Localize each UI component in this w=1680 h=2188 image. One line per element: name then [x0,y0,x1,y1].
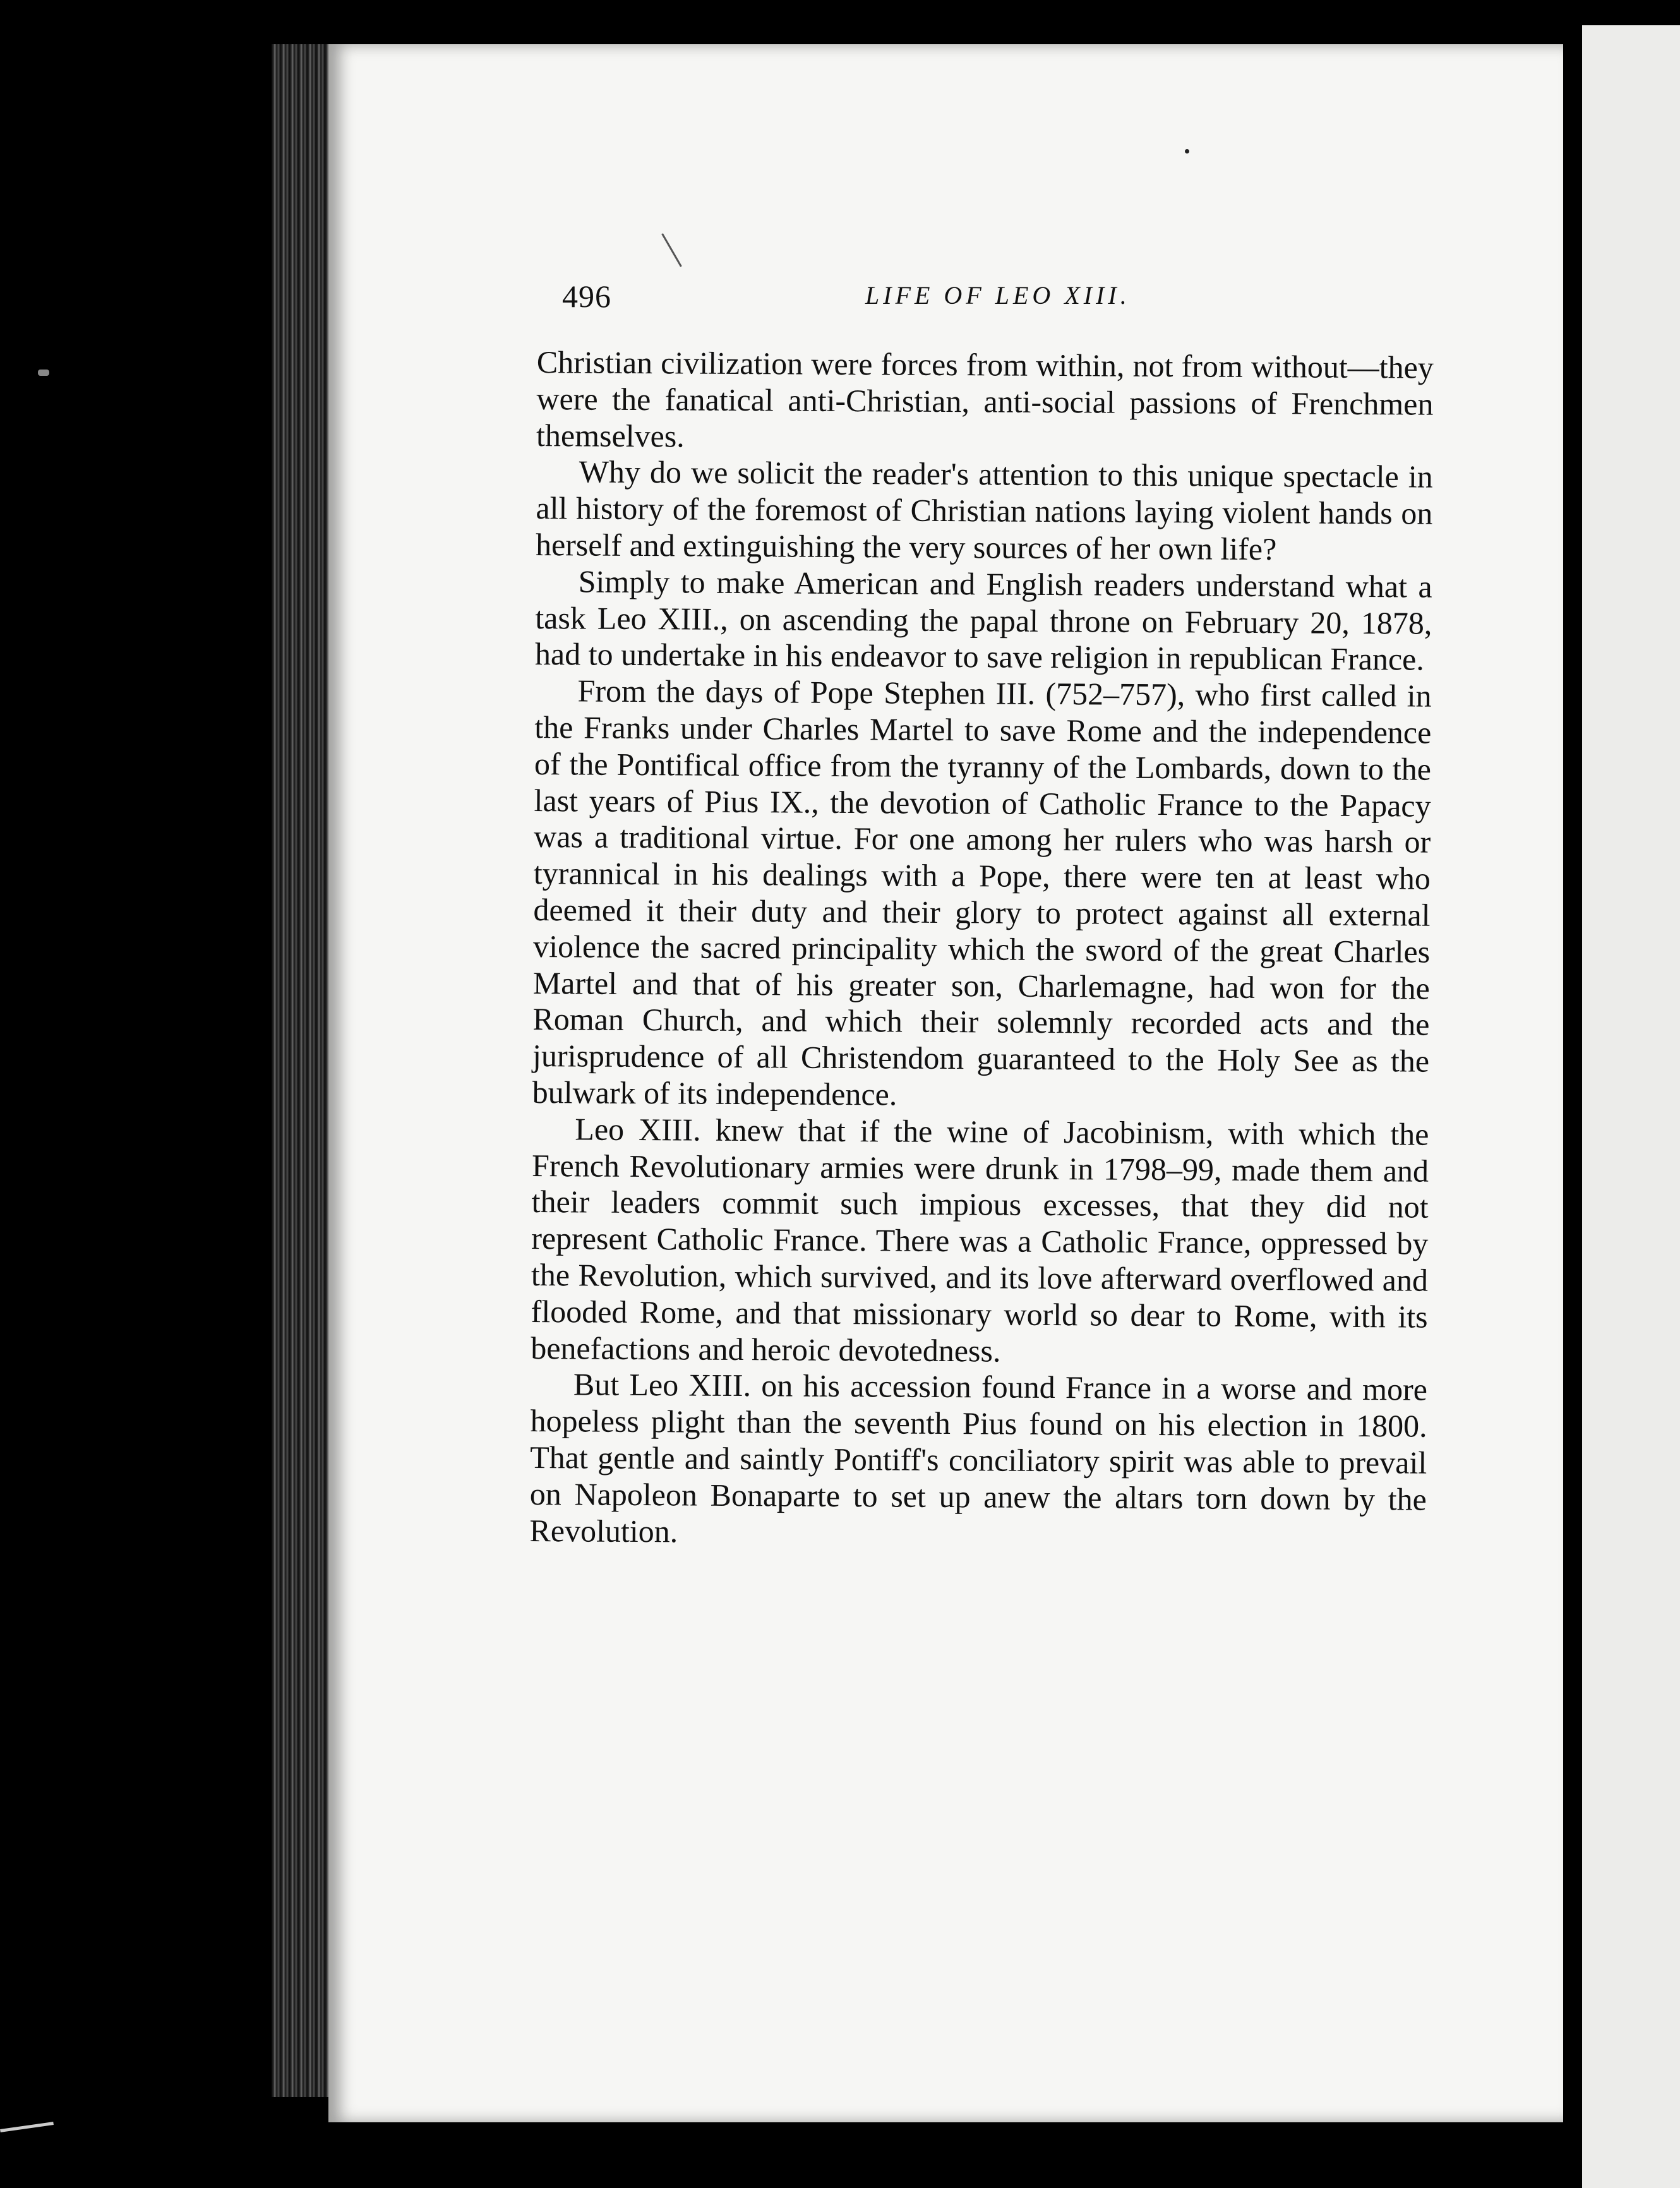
paragraph-6: But Leo XIII. on his accession found France in a worse and more hopeless plight than the seventh Pius found on his election in 1800. That gentle and saintly Pontiff's conciliatory spirit was able to prevail on Napoleon Bonaparte to set up anew the altars torn down by the Revolution. [529,1366,1428,1549]
facing-page-edge [1582,25,1680,2188]
page-number: 496 [562,279,611,314]
scan-speck [38,370,49,376]
body-text [529,344,1434,1554]
paragraph-4: From the days of Pope Stephen III. (752–757), who first called in the Franks under Charles Martel to save Rome and the independence of the Pontifical office from the tyranny of the Lombards, down to the last years of Pius IX., the devotion of Catholic France to the Papacy was a traditional virtue. For one among her rulers who was harsh or tyrannical in his dealings with a Pope, there were ten at least who deemed it their duty and their glory to protect against all external violence the sacred principality which the sword of the great Charles Martel and that of his greater son, Charlemagne, had won for the Roman Church, and which their solemnly recorded acts and the jurisprudence of all Christendom guaranteed to the Holy See as the bulwark of its independence. [532,673,1432,1112]
paragraph-1: Christian civilization were forces from within, not from without—they were the fanatical anti-Christian, anti-social passions of Frenchmen themselves. [536,344,1434,454]
paragraph-5: Leo XIII. knew that if the wine of Jacobinism, with which the French Revolutionary armies were drunk in 1798–99, made them and their leaders commit such impious excesses, that they did not represent Catholic France. There was a Catholic France, oppressed by the Revolution, which survived, and its love afterward overflowed and flooded Rome, and that missionary world so dear to Rome, with its benefactions and heroic devotedness. [531,1111,1429,1369]
scan-speck [0,2122,54,2132]
paragraph-2: Why do we solicit the reader's attention to this unique spectacle in all history of the foremost of Christian nations laying violent hands on herself and extinguishing the very sources of her own life? [535,454,1433,567]
running-head [562,278,1459,322]
running-head-title: LIFE OF LEO XIII. [865,281,1131,310]
scan-speck [1185,149,1189,153]
paragraph-3: Simply to make American and English readers understand what a task Leo XIII., on ascending the papal throne on February 20, 1878, had to undertake in his endeavor to save religion in republican France. [534,563,1432,677]
